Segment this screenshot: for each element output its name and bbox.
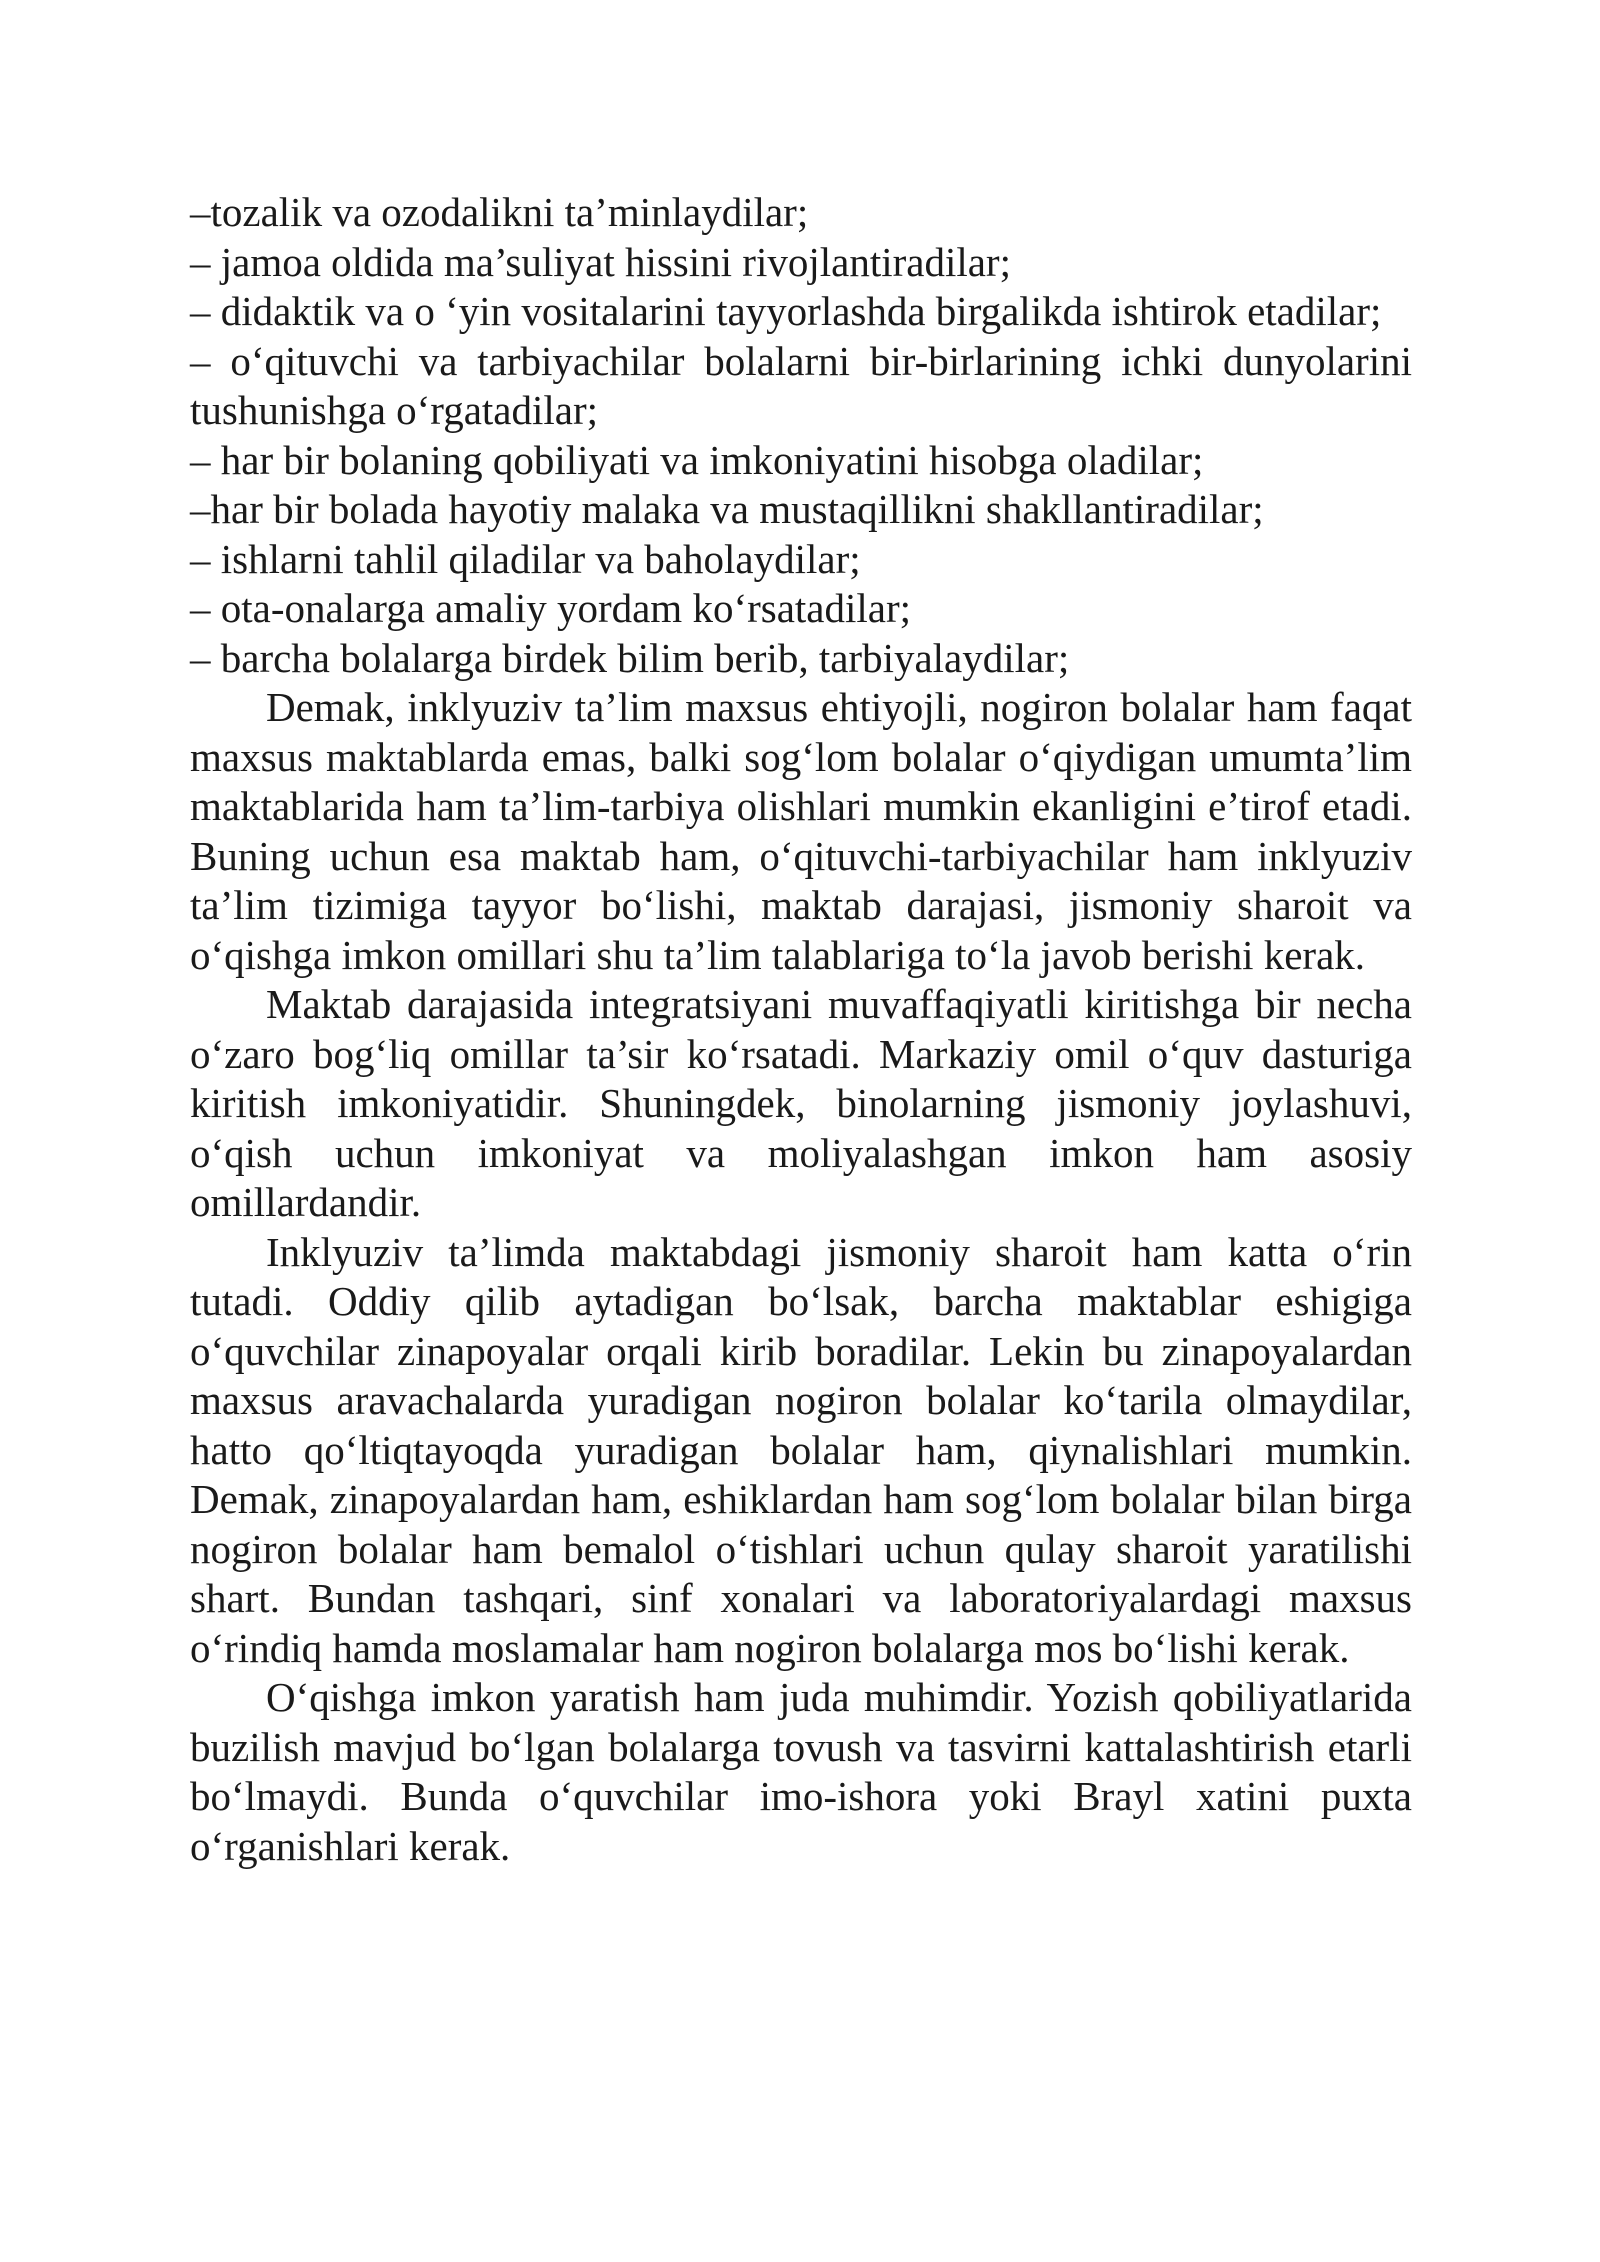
list-item: – barcha bolalarga birdek bilim berib, tarbiyalaydilar; [190, 634, 1070, 681]
list-item: – ota-onalarga amaliy yordam ko‘rsatadilar; [190, 585, 912, 631]
list-item: – o‘qituvchi va tarbiyachilar bolalarni bir-birlarining ichki dunyolarini tushunishga o‘rgatadilar; [190, 337, 1412, 433]
paragraph-school-integration: Maktab darajasida integratsiyani muvaffaqiyatli kiritishga bir necha o‘zaro bog‘liq omillar ta’sir ko‘rsatadi. Markaziy omil o‘quv dasturiga kiritish imkoniyatidir. Shuningdek, binolarning jismoniy joylashuvi, o‘qish uchun imkoniyat va moliyalashgan imkon ham asosiy omillardandir. [190, 981, 1412, 1225]
document-page [190, 188, 1412, 1871]
paragraph-reading-access: O‘qishga imkon yaratish ham juda muhimdir. Yozish qobiliyatlarida buzilish mavjud bo‘lgan bolalarga tovush va tasvirni kattalashtirish etarli bo‘lmaydi. Bunda o‘quvchilar imo-ishora yoki Brayl xatini puxta o‘rganishlari kerak. [190, 1674, 1412, 1869]
list-item: – har bir bolaning qobiliyati va imkoniyatini hisobga oladilar; [190, 436, 1204, 483]
paragraph-physical-conditions: Inklyuziv ta’limda maktabdagi jismoniy sharoit ham katta o‘rin tutadi. Oddiy qilib aytadigan bo‘lsak, barcha maktablar eshigiga o‘quvchilar zinapoyalar orqali kirib boradilar. Lekin bu zinapoyalardan maxsus aravachalarda yuradigan nogiron bolalar ko‘tarila olmaydilar, hatto qo‘ltiqtayoqda yuradigan bolalar ham, qiynalishlari mumkin. Demak, zinapoyalardan ham, eshiklardan ham sog‘lom bolalar bilan birga nogiron bolalar ham bemalol o‘tishlari uchun qulay sharoit yaratilishi shart. Bundan tashqari, sinf xonalari va laboratoriyalardagi maxsus o‘rindiq hamda moslamalar ham nogiron bolalarga mos bo‘lishi kerak. [190, 1228, 1412, 1671]
bullet-list [190, 188, 1412, 683]
paragraph-inclusive-education: Demak, inklyuziv ta’lim maxsus ehtiyojli, nogiron bolalar ham faqat maxsus maktablarda emas, balki sog‘lom bolalar o‘qiydigan umumta’lim maktablarida ham ta’lim-tarbiya olishlari mumkin ekanligini e’tirof etadi. Buning uchun esa maktab ham, o‘qituvchi-tarbiyachilar ham inklyuziv ta’lim tizimiga tayyor bo‘lishi, maktab darajasi, jismoniy sharoit va o‘qishga imkon omillari shu ta’lim talablariga to‘la javob berishi kerak. [190, 684, 1412, 978]
list-item: – didaktik va o ‘yin vositalarini tayyorlashda birgalikda ishtirok etadilar; [190, 288, 1382, 334]
list-item: –tozalik va ozodalikni ta’minlaydilar; [190, 189, 809, 235]
list-item: – ishlarni tahlil qiladilar va baholaydilar; [190, 535, 861, 582]
list-item: – jamoa oldida ma’suliyat hissini rivojlantiradilar; [190, 238, 1011, 285]
list-item: –har bir bolada hayotiy malaka va mustaqillikni shakllantiradilar; [190, 486, 1264, 532]
